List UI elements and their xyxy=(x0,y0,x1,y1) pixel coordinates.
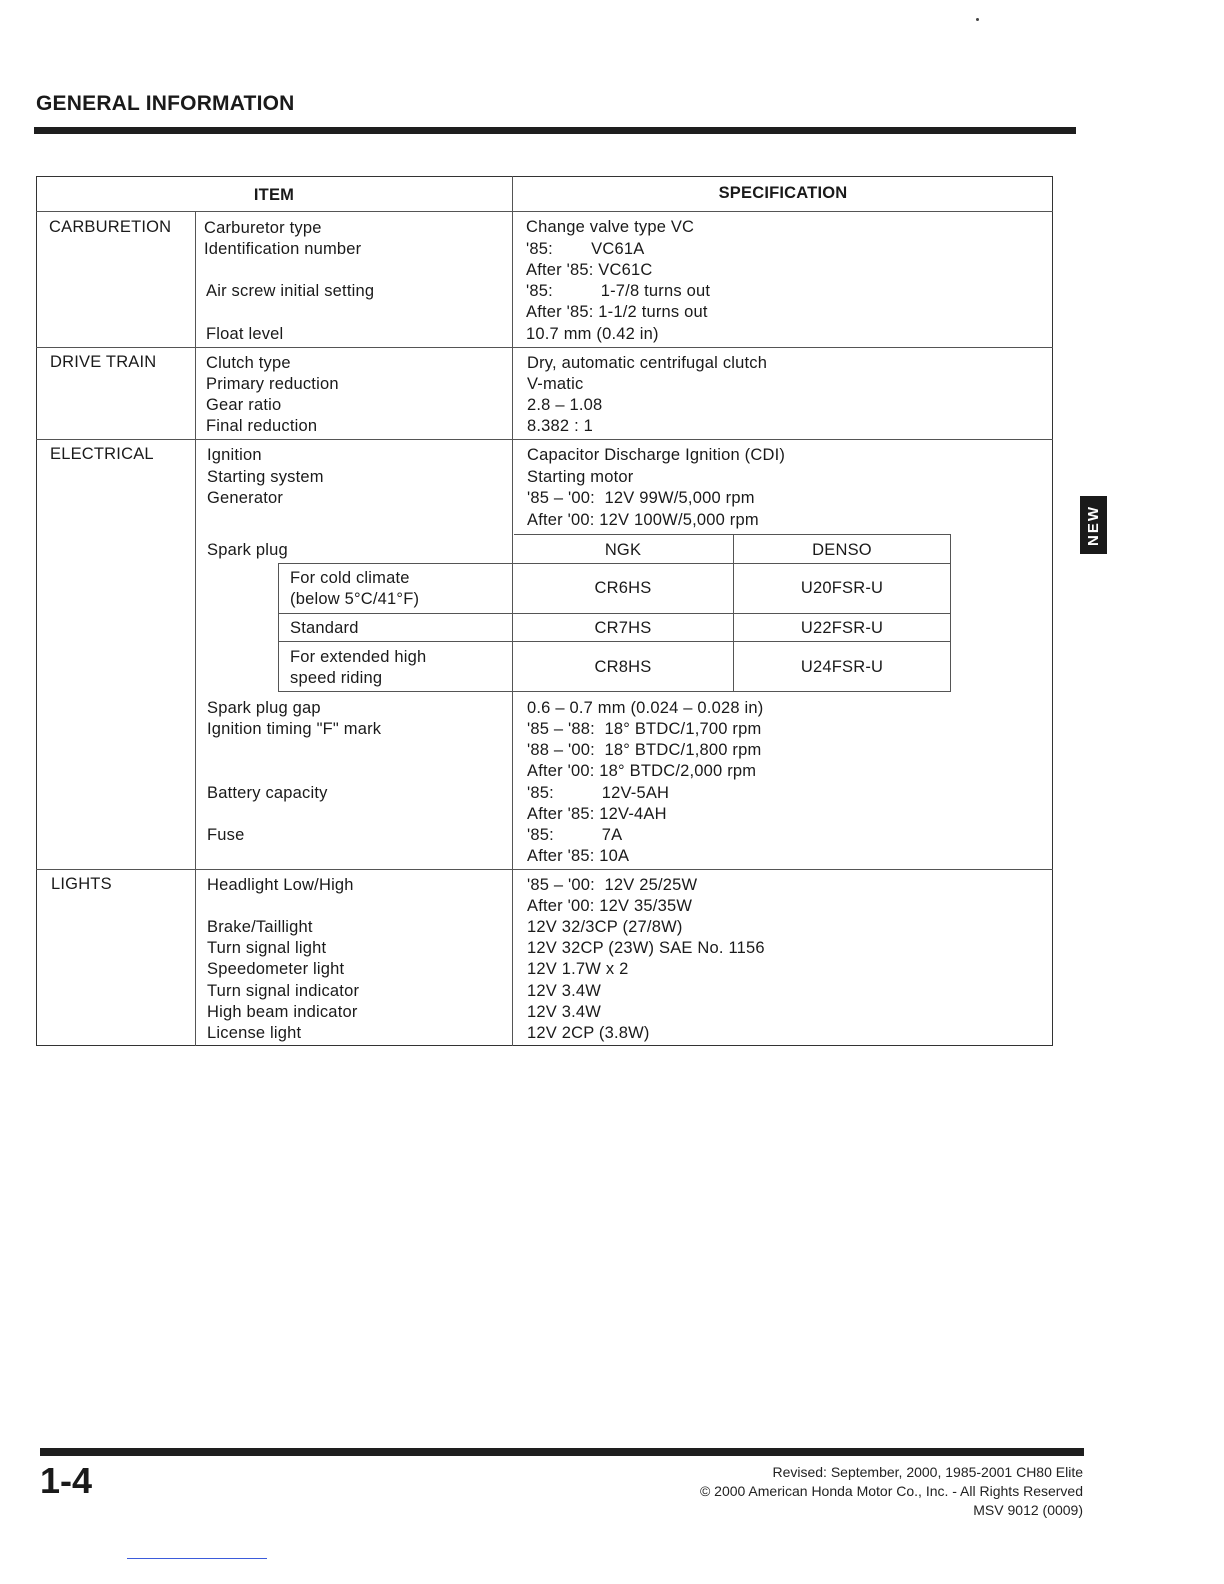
group-label: LIGHTS xyxy=(51,875,112,893)
item-label: Final reduction xyxy=(206,417,318,435)
item-spec-divider xyxy=(512,176,513,1046)
item-label: Spark plug xyxy=(207,541,288,559)
row-divider-electrical xyxy=(36,869,1053,870)
item-label: Speedometer light xyxy=(207,960,345,978)
spec-value: '85: 12V-5AH xyxy=(527,784,670,802)
sp-line xyxy=(278,613,951,614)
footer-revision: Revised: September, 2000, 1985-2001 CH80 Elite xyxy=(772,1464,1083,1480)
spec-value: Starting motor xyxy=(527,468,634,486)
spec-value: After '85: 12V-4AH xyxy=(527,805,667,823)
item-label: Generator xyxy=(207,489,284,507)
page-number: 1-4 xyxy=(40,1460,93,1501)
spec-value: After '85: 1-1/2 turns out xyxy=(526,303,708,321)
sp-col-denso: DENSO xyxy=(812,541,872,559)
item-label: Ignition xyxy=(207,446,262,464)
item-label: Gear ratio xyxy=(206,396,282,414)
spec-value: 12V 32CP (23W) SAE No. 1156 xyxy=(527,939,765,957)
spec-value: 0.6 – 0.7 mm (0.024 – 0.028 in) xyxy=(527,699,764,717)
spec-value: 12V 2CP (3.8W) xyxy=(527,1024,650,1042)
spec-value: After '85: VC61C xyxy=(526,261,653,279)
item-label: Headlight Low/High xyxy=(207,876,354,894)
sp-cell: CR7HS xyxy=(594,619,652,637)
sp-line xyxy=(278,641,951,642)
page-title: GENERAL INFORMATION xyxy=(36,92,295,115)
spec-value: '85 – '88: 18° BTDC/1,700 rpm xyxy=(527,720,762,738)
row-divider-drive-train xyxy=(36,439,1053,440)
sp-row-label: (below 5°C/41°F) xyxy=(290,590,420,608)
header-item: ITEM xyxy=(253,186,295,204)
spec-value: After '00: 12V 100W/5,000 rpm xyxy=(527,511,759,529)
sp-row-label: Standard xyxy=(290,619,359,637)
item-label: High beam indicator xyxy=(207,1003,358,1021)
spec-value: 8.382 : 1 xyxy=(527,417,594,435)
spec-value: V-matic xyxy=(527,375,584,393)
item-label: Turn signal indicator xyxy=(207,982,360,1000)
spec-value: '85 – '00: 12V 25/25W xyxy=(527,876,698,894)
item-label: Starting system xyxy=(207,468,324,486)
spec-value: '85: VC61A xyxy=(526,240,645,258)
group-label: CARBURETION xyxy=(49,218,172,236)
header-specification: SPECIFICATION xyxy=(718,184,848,202)
sp-cell: U22FSR-U xyxy=(800,619,884,637)
spec-value: '85: 7A xyxy=(527,826,623,844)
item-label: Brake/Taillight xyxy=(207,918,313,936)
sp-cell: CR8HS xyxy=(594,658,652,676)
spec-value: After '00: 18° BTDC/2,000 rpm xyxy=(527,762,757,780)
spec-value: 12V 3.4W xyxy=(527,1003,602,1021)
spec-value: 12V 1.7W x 2 xyxy=(527,960,629,978)
sp-line xyxy=(278,563,951,564)
spec-value: 2.8 – 1.08 xyxy=(527,396,603,414)
item-label: Clutch type xyxy=(206,354,291,372)
sp-line xyxy=(278,691,951,692)
footer-code: MSV 9012 (0009) xyxy=(973,1502,1083,1518)
group-label: DRIVE TRAIN xyxy=(50,353,157,371)
sp-cell: U24FSR-U xyxy=(800,658,884,676)
item-label: Turn signal light xyxy=(207,939,327,957)
spec-value: '88 – '00: 18° BTDC/1,800 rpm xyxy=(527,741,762,759)
item-label: Battery capacity xyxy=(207,784,328,802)
spec-value: After '00: 12V 35/35W xyxy=(527,897,693,915)
sp-row-label: speed riding xyxy=(290,669,383,687)
footer-copyright: © 2000 American Honda Motor Co., Inc. - All Rights Reserved xyxy=(699,1483,1083,1499)
sp-cell: U20FSR-U xyxy=(800,579,884,597)
sp-row-label: For cold climate xyxy=(290,569,410,587)
scan-speck xyxy=(976,18,979,21)
group-item-divider xyxy=(195,211,196,1046)
spec-value: '85: 1-7/8 turns out xyxy=(526,282,711,300)
item-label: Carburetor type xyxy=(204,219,322,237)
spec-value: After '85: 10A xyxy=(527,847,630,865)
item-label: Spark plug gap xyxy=(207,699,321,717)
item-label: Fuse xyxy=(207,826,245,844)
item-label: Float level xyxy=(206,325,284,343)
item-label: Ignition timing "F" mark xyxy=(207,720,382,738)
spec-value: 12V 3.4W xyxy=(527,982,602,1000)
spec-value: '85 – '00: 12V 99W/5,000 rpm xyxy=(527,489,755,507)
link-underline xyxy=(127,1558,267,1559)
spec-value: Dry, automatic centrifugal clutch xyxy=(527,354,768,372)
sp-col-ngk: NGK xyxy=(604,541,642,559)
sp-cell: CR6HS xyxy=(594,579,652,597)
item-label: Primary reduction xyxy=(206,375,339,393)
sp-row-label: For extended high xyxy=(290,648,427,666)
header-divider xyxy=(36,211,1053,212)
footer-rule xyxy=(40,1448,1084,1456)
new-tab-label: NEW xyxy=(1085,504,1102,546)
spec-value: Change valve type VC xyxy=(526,218,695,236)
spec-value: Capacitor Discharge Ignition (CDI) xyxy=(527,446,786,464)
new-tab-marker xyxy=(1080,496,1107,554)
item-label: Identification number xyxy=(204,240,362,258)
row-divider-carburetion xyxy=(36,347,1053,348)
spec-value: 10.7 mm (0.42 in) xyxy=(526,325,659,343)
group-label: ELECTRICAL xyxy=(50,445,154,463)
item-label: License light xyxy=(207,1024,302,1042)
sp-line xyxy=(950,534,951,692)
sp-line xyxy=(278,563,279,692)
item-label: Air screw initial setting xyxy=(206,282,375,300)
spec-value: 12V 32/3CP (27/8W) xyxy=(527,918,683,936)
title-rule xyxy=(34,127,1076,134)
